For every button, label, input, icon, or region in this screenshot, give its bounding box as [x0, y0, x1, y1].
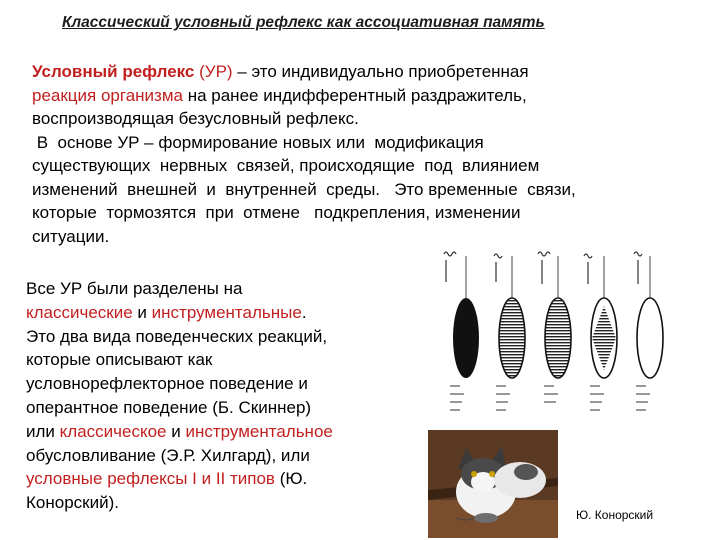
types-line: условнорефлекторное поведение и [26, 374, 308, 394]
highlight-classical: классические [26, 302, 133, 322]
highlight-reflex-types: условные рефлексы I и II типов [26, 469, 275, 489]
types-line [26, 301, 406, 325]
definition-line: В основе УР – формирование новых или модификация [32, 132, 484, 152]
slide-title: Классический условный рефлекс как ассоциативная память [62, 14, 545, 31]
types-paragraph [26, 277, 406, 515]
highlight-reaction: реакция организма [32, 85, 183, 105]
types-line [26, 467, 406, 491]
feeder-shapes [453, 298, 663, 378]
handwritten-labels-top [444, 252, 642, 284]
definition-text: – это индивидуально приобретенная [232, 62, 529, 81]
types-text: и [132, 302, 152, 322]
definition-line: изменений внешней и внутренней среды. Это временные связи, [32, 179, 576, 199]
types-line: Конорский). [26, 493, 119, 513]
conditioning-diagram [432, 246, 668, 426]
types-line: которые описывают как [26, 350, 213, 370]
definition-line: которые тормозятся при отмене подкрепления, изменении [32, 203, 521, 222]
types-line: оперантное поведение (Б. Скиннер) [26, 397, 312, 417]
types-line: обусловливание (Э.Р. Хилгард), или [26, 445, 310, 465]
types-text: (Ю. [274, 469, 308, 489]
definition-line [32, 84, 682, 108]
types-text: и [166, 421, 186, 441]
definition-text: на ранее индифферентный раздражитель, [182, 85, 527, 105]
definition-line: ситуации. [32, 226, 110, 246]
definition-line [32, 60, 682, 84]
term-abbreviation: (УР) [194, 62, 233, 81]
types-text: . [301, 302, 307, 322]
types-line: Это два вида поведенческих реакций, [26, 326, 328, 346]
term-conditioned-reflex: Условный рефлекс [32, 62, 195, 81]
handwritten-labels-bottom [450, 386, 650, 410]
highlight-classical-conditioning: классическое [59, 421, 167, 441]
highlight-instrumental: инструментальные [151, 302, 302, 322]
highlight-instrumental-conditioning: инструментальное [185, 421, 333, 441]
definition-paragraph [32, 60, 682, 248]
cat-photo [428, 430, 558, 538]
photo-caption: Ю. Конорский [576, 508, 654, 522]
types-text: или [26, 421, 60, 441]
types-line: Все УР были разделены на [26, 279, 243, 298]
definition-line: существующих нервных связей, происходящие под влиянием [32, 156, 540, 175]
types-line [26, 420, 406, 444]
definition-line: воспроизводящая безусловный рефлекс. [32, 109, 359, 128]
